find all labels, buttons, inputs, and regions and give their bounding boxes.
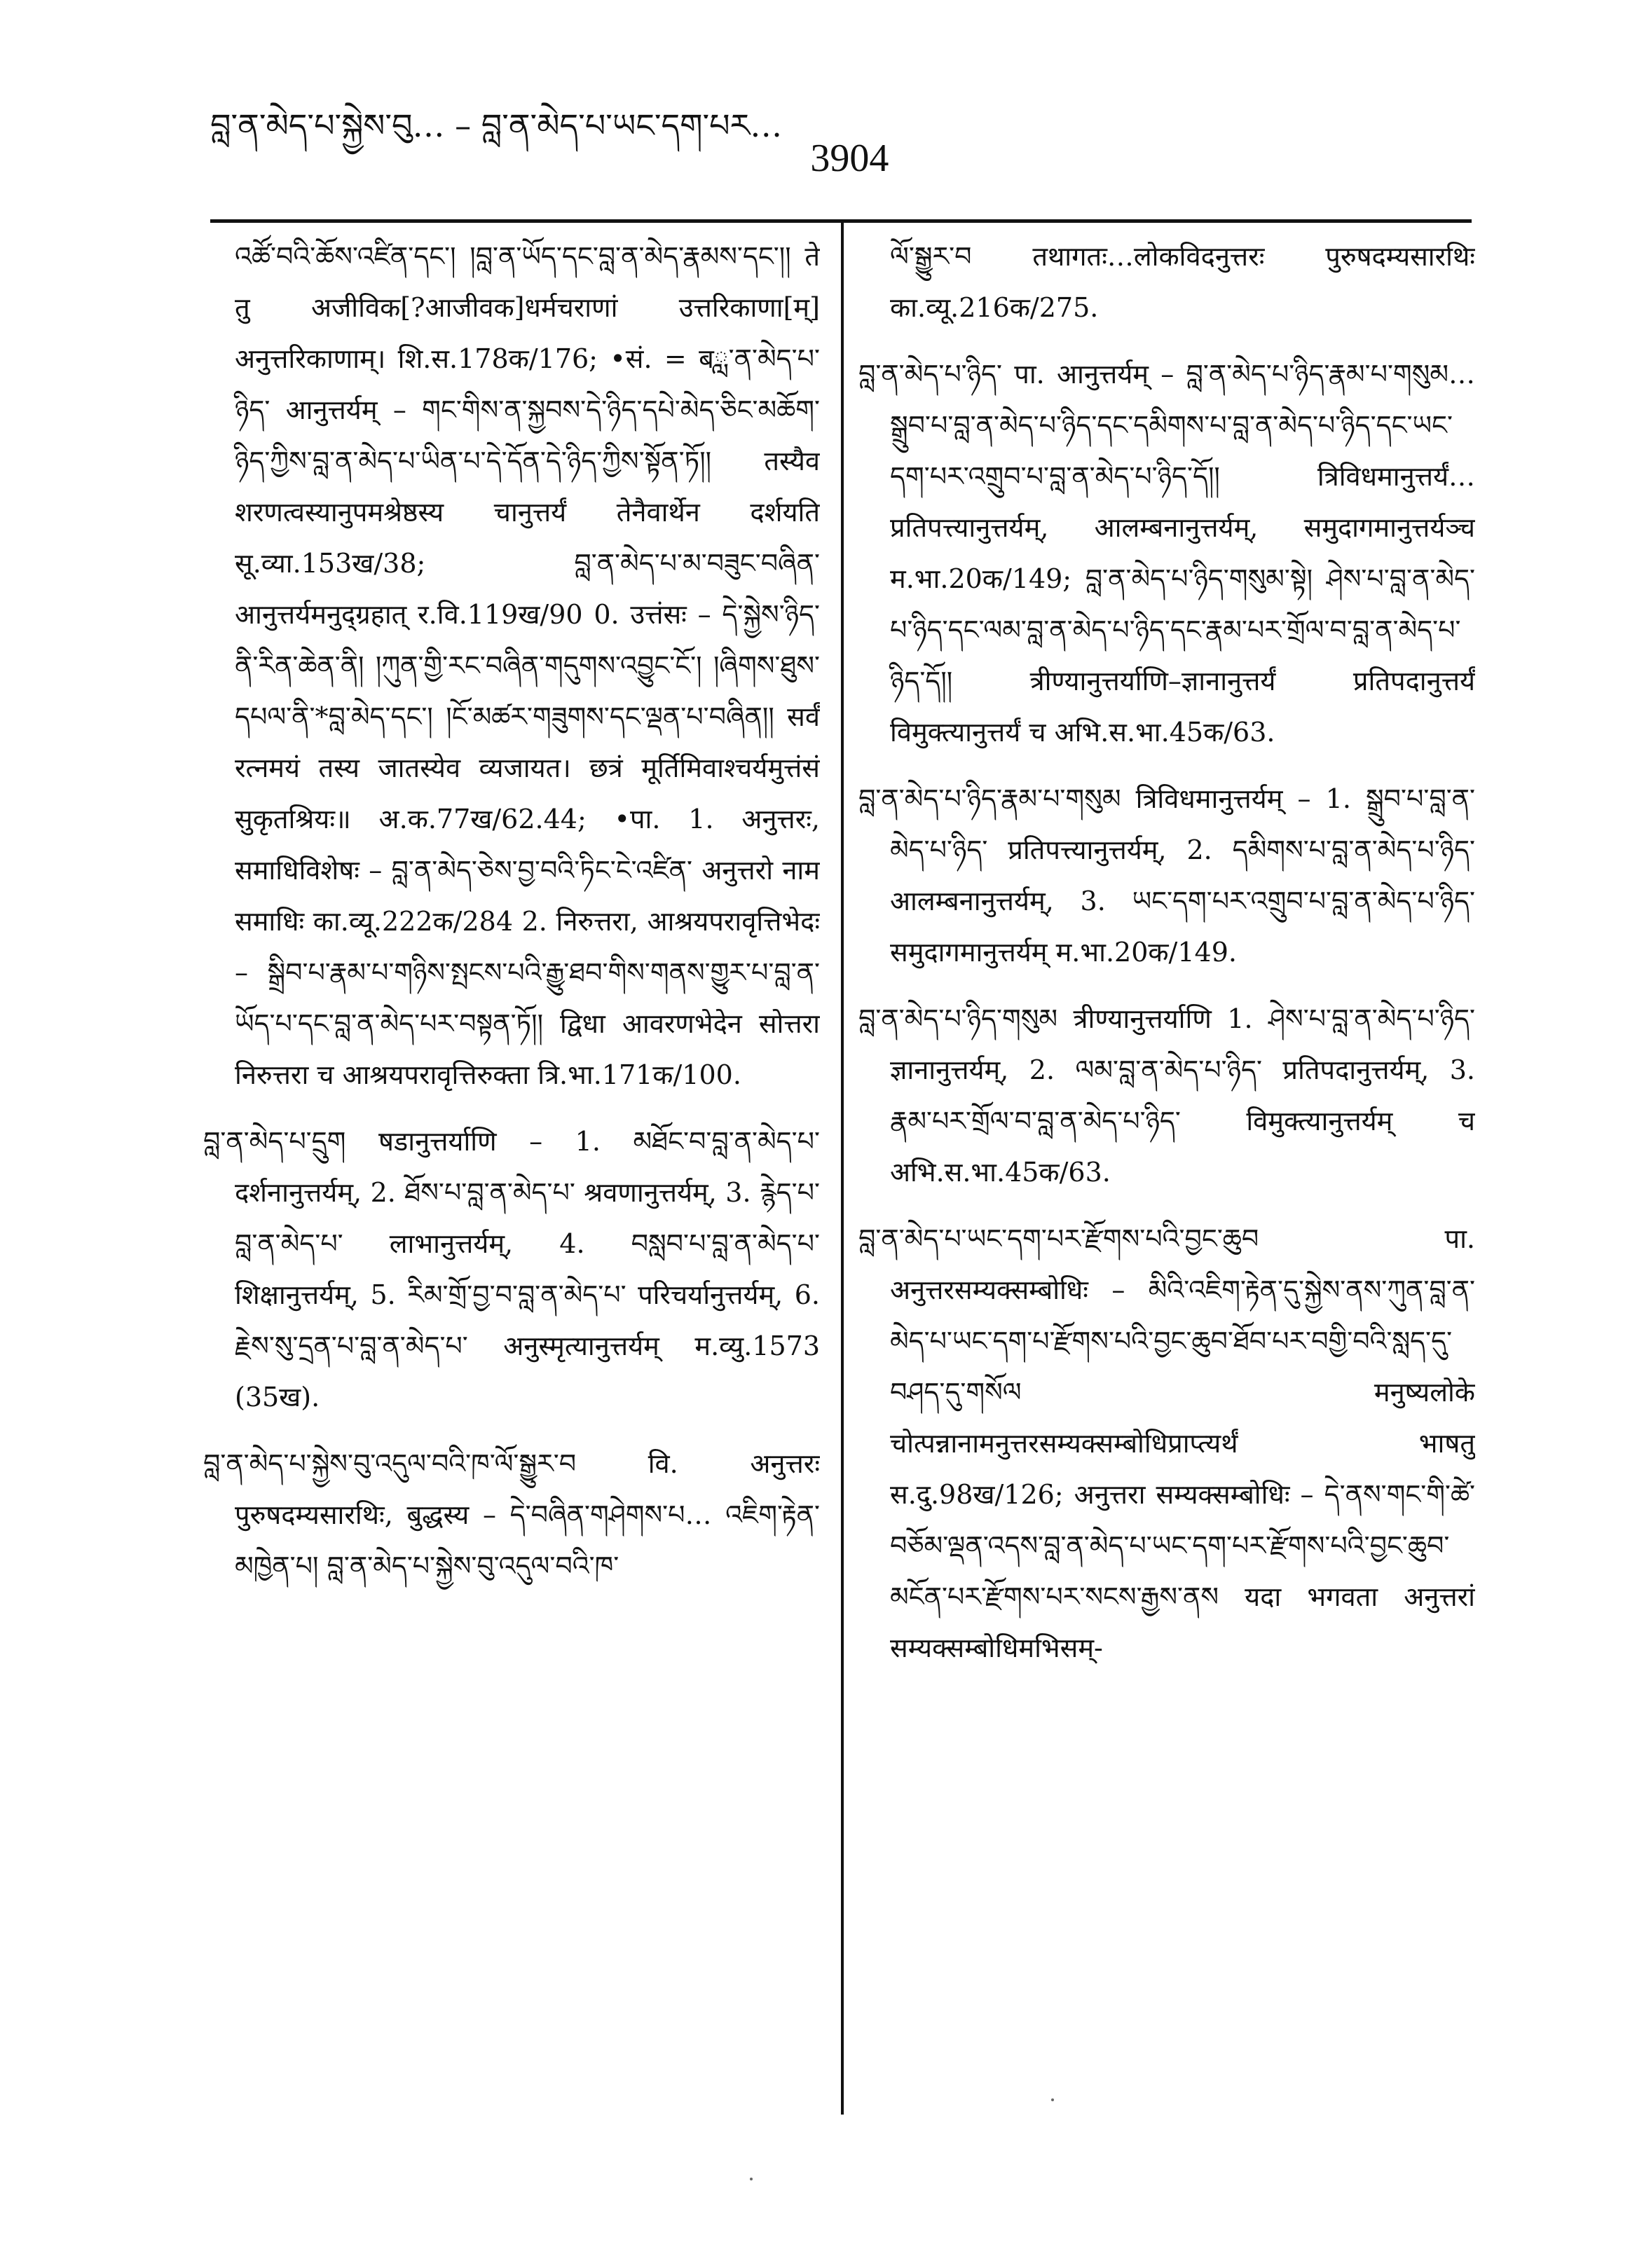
dictionary-entry: བླ་ན་མེད་པ་ཉིད་རྣམ་པ་གསུམ त्रिविधमानुत्तर्यम् – 1. སྒྲུབ་པ་བླ་ན་མེད་པ་ཉིད་ प्रतिपत्त्यानुत्तर्यम्, 2. དམིགས་པ་བླ་ན་མེད་པ་ཉིད་ आलम्बनानुत्तर्यम्, 3. ཡང་དག་པར་འགྲུབ་པ་བླ་ན་མེད་པ་ཉིད་ समुदागमानुत्तर्यम् म.भा.20क/149. [858,783,1475,968]
dictionary-entry: བླ་ན་མེད་པ་ཡང་དག་པར་རྫོགས་པའི་བྱང་ཆུབ पा. अनुत्तरसम्यक्सम्बोधिः – མིའི་འཇིག་རྟེན་དུ་སྐྱེས་ནས་ཀུན་བླ་ན་མེད་པ་ཡང་དག་པ་རྫོགས་པའི་བྱང་ཆུབ་ཐོབ་པར་བགྱི་བའི་སླད་དུ་བཤད་དུ་གསོལ मनुष्यलोके चोत्पन्नानामनुत्तरसम्यक्सम्बोधिप्राप्त्यर्थं भाषतु स.दु.98ख/126; अनुत्तरा सम्यक्सम्बोधिः – དེ་ནས་གང་གི་ཚེ་བཅོམ་ལྡན་འདས་བླ་ན་མེད་པ་ཡང་དག་པར་རྫོགས་པའི་བྱང་ཆུབ་མངོན་པར་རྫོགས་པར་སངས་རྒྱས་ནས यदा भगवता अनुत्तरां सम्यक्सम्बोधिमभिसम्- [858,1223,1475,1663]
left-column [203,231,820,2123]
scan-speck [1051,2098,1054,2101]
column-divider [841,223,844,2115]
dictionary-entry: བླ་ན་མེད་པ་ཉིད་གསུམ त्रीण्यानुत्तर्याणि 1. ཤེས་པ་བླ་ན་མེད་པ་ཉིད་ ज्ञानानुत्तर्यम्, 2. ལམ་བླ་ན་མེད་པ་ཉིད་ प्रतिपदानुत्तर्यम्, 3. རྣམ་པར་གྲོལ་བ་བླ་ན་མེད་པ་ཉིད་ विमुक्त्यानुत्तर्यम् च अभि.स.भा.45क/63. [858,1003,1475,1188]
dictionary-entry: བླ་ན་མེད་པ་སྐྱེས་བུ་འདུལ་བའི་ཁ་ལོ་སྒྱུར་བ वि. अनुत्तरः पुरुषदम्यसारथिः, बुद्धस्य – དེ་བཞིན་གཤེགས་པ… འཇིག་རྟེན་མཁྱེན་པ། བླ་ན་མེད་པ་སྐྱེས་བུ་འདུལ་བའི་ཁ་ [203,1448,820,1581]
guide-words: བླ་ན་མེད་པ་སྐྱེས་བུ… – བླ་ན་མེད་པ་ཡང་དག་པར… [210,106,783,144]
scan-speck [750,2178,753,2180]
dictionary-entry: བླ་ན་མེད་པ་དྲུག षडानुत्तर्याणि – 1. མཐོང་བ་བླ་ན་མེད་པ་ दर्शनानुत्तर्यम्, 2. ཐོས་པ་བླ་ན་མེད་པ་ श्रवणानुत्तर्यम्, 3. རྙེད་པ་བླ་ན་མེད་པ་ लाभानुत्तर्यम्, 4. བསླབ་པ་བླ་ན་མེད་པ་ शिक्षानुत्तर्यम्, 5. རིམ་གྲོ་བྱ་བ་བླ་ན་མེད་པ་ परिचर्यानुत्तर्यम्, 6. རྗེས་སུ་དྲན་པ་བླ་ན་མེད་པ་ अनुस्मृत्यानुत्तर्यम् म.व्यु.1573 (35ख). [203,1126,820,1413]
running-header [210,106,1472,181]
dictionary-entry: བླ་ན་མེད་པ་ཉིད་ पा. आनुत्तर्यम् – བླ་ན་མེད་པ་ཉིད་རྣམ་པ་གསུམ…སྒྲུབ་པ་བླ་ན་མེད་པ་ཉིད་དང་དམིགས་པ་བླ་ན་མེད་པ་ཉིད་དང་ཡང་དག་པར་འགྲུབ་པ་བླ་ན་མེད་པ་ཉིད་དོ།། त्रिविधमानुत्तर्यं…प्रतिपत्त्यानुत्तर्यम्, आलम्बनानुत्तर्यम्, समुदागमानुत्तर्यञ्च म.भा.20क/149; བླ་ན་མེད་པ་ཉིད་གསུམ་སྟེ། ཤེས་པ་བླ་ན་མེད་པ་ཉིད་དང་ལམ་བླ་ན་མེད་པ་ཉིད་དང་རྣམ་པར་གྲོལ་བ་བླ་ན་མེད་པ་ཉིད་དོ།། त्रीण्यानुत्तर्याणि–ज्ञानानुत्तर्यं प्रतिपदानुत्तर्यं विमुक्त्यानुत्तर्यं च अभि.स.भा.45क/63. [858,359,1475,748]
dictionary-entry: ལོ་སྒྱུར་བ तथागतः…लोकविदनुत्तरः पुरुषदम्यसारथिः का.व्यू.216क/275. [890,241,1475,323]
right-column [858,231,1475,2123]
page-number: 3904 [810,137,889,180]
dictionary-entry: འཚོ་བའི་ཆོས་འཛིན་དང་། །བླ་ན་ཡོད་དང་བླ་ན་མེད་རྣམས་དང་།། ते तु अजीविक[?आजीवक]धर्मचराणां उत्तरिकाणा[म्] अनुत्तरिकाणाम्। शि.स.178क/176; •सं. = बླ་ན་མེད་པ་ཉིད་ आनुत्तर्यम् – གང་གིས་ན་སྐྱབས་དེ་ཉིད་དཔེ་མེད་ཅིང་མཆོག་ཉིད་ཀྱིས་བླ་ན་མེད་པ་ཡིན་པ་དེ་དོན་དེ་ཉིད་ཀྱིས་སྟོན་ཏོ།། तस्यैव शरणत्वस्यानुपमश्रेष्ठस्य चानुत्तर्यं तेनैवार्थेन दर्शयति सू.व्या.153ख/38; བླ་ན་མེད་པ་མ་བཟུང་བཞིན་ आनुत्तर्यमनुद्ग्रहात् र.वि.119ख/90 0. उत्तंसः – དེ་སྐྱེས་ཉིད་ནི་རིན་ཆེན་ནི། །ཀུན་གྱི་རང་བཞིན་གདུགས་འབྱུང་ངོ་། །ཞིགས་ཐུས་དཔལ་ནི་*བླ་མེད་དང་། །ངོ་མཚར་གཟུགས་དང་ལྡན་པ་བཞིན།། सर्वं रत्नमयं तस्य जातस्येव व्यजायत। छत्रं मूर्तिमिवाश्चर्यमुत्तंसं सुकृतश्रियः॥ अ.क.77ख/62.44; •पा. 1. अनुत्तरः, समाधिविशेषः – བླ་ན་མེད་ཅེས་བྱ་བའི་ཏིང་ངེ་འཛིན་ अनुत्तरो नाम समाधिः का.व्यू.222क/284 2. निरुत्तरा, आश्रयपरावृत्तिभेदः – སྒྲིབ་པ་རྣམ་པ་གཉིས་སྤངས་པའི་རྒྱུ་ཐབ་གིས་གནས་གྱུར་པ་བླ་ན་ཡོད་པ་དང་བླ་ན་མེད་པར་བསྟན་ཏོ།། द्विधा आवरणभेदेन सोत्तरा निरुत्तरा च आश्रयपरावृत्तिरुक्ता त्रि.भा.171क/100. [235,241,820,1090]
